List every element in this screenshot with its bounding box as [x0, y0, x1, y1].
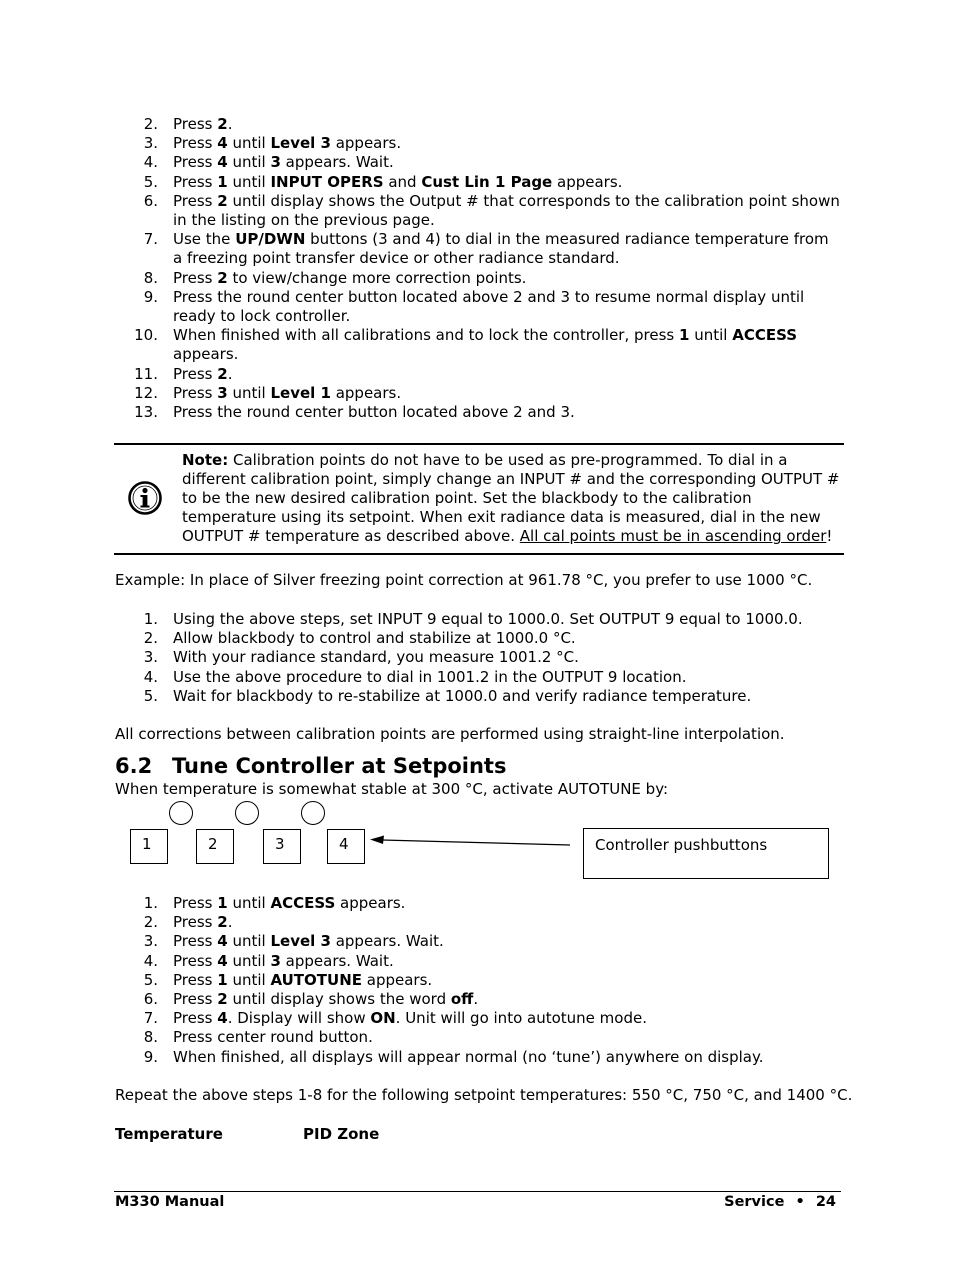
text-run: . Display will show — [227, 1009, 371, 1028]
list-item — [115, 403, 840, 422]
list-item-number: 10. — [134, 326, 158, 345]
steps-list-calibration — [115, 115, 840, 422]
list-item — [115, 990, 840, 1009]
text-run: Calibration points do not have to be used as pre-programmed. To dial in a different calibration point, simply change an INPUT # and the corresponding OUTPUT # to be the new desired calibration point. Set the blackbody to the calibration temperature using its setpoint. When exit radiance data is measured, dial in the new OUTPUT # temperature as described above. — [182, 451, 840, 545]
list-item-number: 13. — [134, 403, 158, 422]
list-item — [115, 610, 840, 629]
text-run: Press — [173, 913, 218, 932]
bold-text: UP/DWN — [235, 230, 306, 249]
text-run: appears. — [173, 345, 239, 364]
callout-box — [583, 828, 829, 879]
list-item — [115, 384, 840, 403]
bold-text: Level 1 — [270, 383, 331, 402]
text-run: Using the above steps, set INPUT 9 equal to 1000.0. Set OUTPUT 9 equal to 1000.0. — [173, 610, 803, 628]
bold-text: 2 — [217, 913, 228, 932]
text-run: . Unit will go into autotune mode. — [395, 1009, 647, 1028]
text-run: until — [227, 951, 271, 970]
pushbutton-3 — [263, 829, 301, 864]
table-header-pid-zone: PID Zone — [303, 1125, 380, 1143]
list-item-number: 3. — [143, 648, 158, 667]
text-run: and — [383, 172, 422, 191]
text-run: Press — [173, 1009, 218, 1028]
list-item-number: 9. — [143, 287, 158, 306]
list-item-number: 11. — [134, 364, 158, 383]
list-item-number: 4. — [143, 667, 158, 686]
list-item — [115, 913, 840, 932]
info-icon — [127, 480, 163, 516]
list-item-number: 2. — [143, 115, 158, 133]
text-run: until — [227, 153, 271, 172]
bold-text: 2 — [217, 115, 228, 133]
section-title: Tune Controller at Setpoints — [172, 754, 507, 778]
list-item-number: 2. — [143, 913, 158, 932]
footer-page-info — [724, 1194, 836, 1210]
list-item-number: 5. — [143, 686, 158, 705]
list-item — [115, 153, 840, 172]
bold-text: off — [450, 990, 474, 1009]
callout-label: Controller pushbuttons — [595, 836, 768, 854]
list-item-number: 5. — [143, 172, 158, 191]
list-item — [115, 365, 840, 384]
text-run: Allow blackbody to control and stabilize at 1000.0 °C. — [173, 629, 576, 648]
bold-text: 1 — [217, 172, 228, 191]
pushbutton-label: 4 — [339, 835, 349, 853]
bold-text: 2 — [217, 268, 228, 287]
text-run: until display shows the Output # that corresponds to the calibration point shown in the listing on the previous page. — [173, 191, 840, 230]
text-run: until — [227, 383, 271, 402]
text-run: Press the round center button located above 2 and 3. — [173, 403, 575, 422]
text-run: until — [227, 172, 271, 191]
text-run: buttons (3 and 4) to dial in the measured radiance temperature from a freezing point transfer device or other radiance standard. — [173, 230, 829, 268]
text-run: Press — [173, 951, 218, 970]
text-run: Press — [173, 172, 218, 191]
text-run: When finished with all calibrations and to lock the controller, press — [173, 326, 679, 345]
bold-text: ACCESS — [270, 894, 336, 912]
list-item-number: 1. — [143, 610, 158, 628]
list-item — [115, 668, 840, 687]
bold-text: 2 — [217, 364, 228, 383]
text-run: ! — [826, 527, 833, 545]
pushbutton-label: 2 — [208, 835, 218, 853]
list-item — [115, 648, 840, 667]
round-button-2 — [235, 801, 259, 825]
text-run: Press — [173, 191, 218, 210]
text-run: Press the round center button located above 2 and 3 to resume normal display until ready to lock controller. — [173, 287, 805, 326]
list-item-number: 3. — [143, 134, 158, 153]
list-item-number: 12. — [134, 383, 158, 402]
list-item — [115, 269, 840, 288]
bold-text: 4 — [217, 932, 228, 951]
pushbutton-4 — [327, 829, 365, 864]
list-item — [115, 894, 840, 913]
list-item — [115, 230, 840, 268]
bold-text: Note: — [182, 451, 229, 469]
text-run: Use the above procedure to dial in 1001.2 in the OUTPUT 9 location. — [173, 667, 687, 686]
repeat-text: Repeat the above steps 1-8 for the following setpoint temperatures: 550 °C, 750 °C, and 1400 °C. — [115, 1086, 853, 1104]
list-item-number: 6. — [143, 191, 158, 210]
bold-text: 3 — [270, 153, 281, 172]
text-run: Use the — [173, 230, 236, 249]
text-run: appears. Wait. — [280, 951, 394, 970]
bold-text: AUTOTUNE — [270, 970, 362, 989]
pushbutton-label: 1 — [142, 835, 152, 853]
text-run: Wait for blackbody to re-stabilize at 1000.0 and verify radiance temperature. — [173, 686, 752, 705]
text-run: Press — [173, 115, 218, 133]
list-item-number: 2. — [143, 629, 158, 648]
text-run: Press — [173, 932, 218, 951]
list-item-number: 6. — [143, 990, 158, 1009]
section-heading — [115, 754, 506, 778]
bold-text: ON — [370, 1009, 396, 1028]
list-item-number: 1. — [143, 894, 158, 912]
list-item — [115, 1028, 840, 1047]
list-item-number: 4. — [143, 153, 158, 172]
list-item-number: 8. — [143, 1028, 158, 1047]
text-run: Press — [173, 268, 218, 287]
list-item — [115, 1009, 840, 1028]
footer-page-number: 24 — [815, 1194, 836, 1210]
list-item — [115, 326, 840, 364]
text-run: Press — [173, 383, 218, 402]
text-run: appears. — [362, 970, 433, 989]
text-run: . — [227, 115, 233, 133]
text-run: When finished, all displays will appear normal (no ‘tune’) anywhere on display. — [173, 1047, 764, 1066]
text-run: appears. — [335, 894, 406, 912]
text-run: With your radiance standard, you measure 1001.2 °C. — [173, 648, 579, 667]
text-run: Press — [173, 990, 218, 1009]
bold-text: Cust Lin 1 Page — [421, 172, 553, 191]
list-item-number: 7. — [143, 230, 158, 249]
bold-text: 1 — [217, 894, 228, 912]
text-run: until — [227, 932, 271, 951]
bold-text: 4 — [217, 134, 228, 153]
text-run: appears. — [330, 134, 402, 153]
text-run: Press — [173, 364, 218, 383]
text-run: Press — [173, 894, 218, 912]
steps-list-example — [115, 610, 840, 706]
footer-section: Service — [724, 1194, 785, 1210]
text-run: appears. — [330, 383, 402, 402]
bold-text: 4 — [217, 153, 228, 172]
list-item — [115, 952, 840, 971]
note-text — [182, 451, 842, 546]
round-button-1 — [169, 801, 193, 825]
section-number: 6.2 — [115, 754, 153, 778]
callout-arrow — [366, 830, 576, 852]
list-item-number: 9. — [143, 1047, 158, 1066]
pushbutton-2 — [196, 829, 234, 864]
bold-text: 2 — [217, 990, 228, 1009]
list-item-number: 7. — [143, 1009, 158, 1028]
pushbutton-1 — [130, 829, 168, 864]
autotune-intro: When temperature is somewhat stable at 300 °C, activate AUTOTUNE by: — [115, 780, 669, 798]
text-run: appears. Wait. — [280, 153, 394, 172]
list-item — [115, 288, 840, 326]
list-item-number: 4. — [143, 951, 158, 970]
text-run: Press — [173, 153, 218, 172]
bold-text: 4 — [217, 951, 228, 970]
bold-text: 3 — [217, 383, 228, 402]
example-text: Example: In place of Silver freezing point correction at 961.78 °C, you prefer to use 1000 °C. — [115, 571, 813, 589]
text-run: Press center round button. — [173, 1028, 373, 1047]
text-run: . — [473, 990, 479, 1009]
list-item — [115, 971, 840, 990]
bold-text: 2 — [217, 191, 228, 210]
steps-list-autotune — [115, 894, 840, 1067]
list-item — [115, 173, 840, 192]
interpolation-text: All corrections between calibration points are performed using straight-line interpolation. — [115, 725, 785, 743]
footer-bullet: • — [795, 1194, 805, 1210]
list-item — [115, 629, 840, 648]
text-run: to view/change more correction points. — [227, 268, 527, 287]
bold-text: 1 — [217, 970, 228, 989]
text-run: Press — [173, 970, 218, 989]
footer-rule — [114, 1191, 841, 1192]
bold-text: Level 3 — [270, 134, 331, 153]
text-run: until — [227, 134, 271, 153]
bold-text: 4 — [217, 1009, 228, 1028]
list-item-number: 5. — [143, 970, 158, 989]
list-item — [115, 932, 840, 951]
list-item — [115, 192, 840, 230]
pushbutton-label: 3 — [275, 835, 285, 853]
bold-text: 3 — [270, 951, 281, 970]
list-item — [115, 687, 840, 706]
list-item-number: 3. — [143, 932, 158, 951]
bold-text: ACCESS — [732, 326, 798, 345]
list-item — [115, 115, 840, 134]
text-run: appears. Wait. — [330, 932, 444, 951]
text-run: until display shows the word — [227, 990, 451, 1009]
underlined-text: All cal points must be in ascending order — [519, 527, 827, 545]
text-run: . — [227, 913, 233, 932]
list-item-number: 8. — [143, 268, 158, 287]
round-button-3 — [301, 801, 325, 825]
bold-text: 1 — [679, 326, 690, 345]
list-item — [115, 1048, 840, 1067]
bold-text: Level 3 — [270, 932, 331, 951]
table-header-temperature: Temperature — [115, 1125, 223, 1143]
text-run: until — [227, 894, 271, 912]
list-item — [115, 134, 840, 153]
text-run: . — [227, 364, 233, 383]
text-run: until — [689, 326, 733, 345]
bold-text: INPUT OPERS — [270, 172, 384, 191]
text-run: appears. — [552, 172, 623, 191]
footer-manual-title: M330 Manual — [115, 1194, 225, 1210]
text-run: Press — [173, 134, 218, 153]
text-run: until — [227, 970, 271, 989]
